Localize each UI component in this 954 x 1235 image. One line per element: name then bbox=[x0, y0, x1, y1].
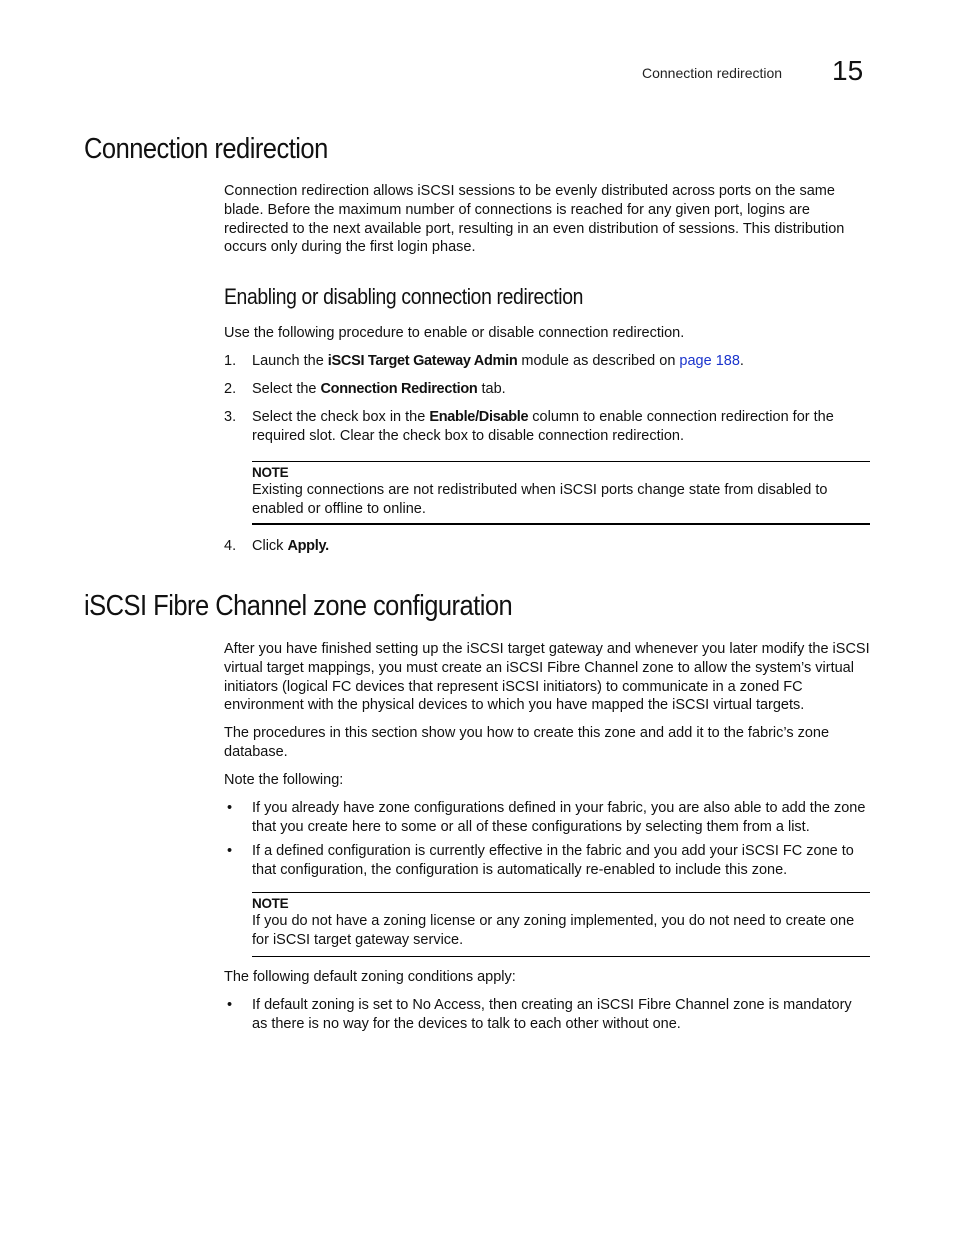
step-number: 3. bbox=[224, 409, 237, 425]
note-box-zoning bbox=[252, 892, 870, 957]
step-text-pre: Launch the bbox=[252, 353, 328, 369]
step-text bbox=[252, 537, 870, 556]
note-body: If you do not have a zoning license or any zoning implemented, you do not need to create one for iSCSI target gateway service. bbox=[252, 913, 855, 948]
ui-element-name: Apply. bbox=[287, 538, 329, 554]
ui-element-name: Enable/Disable bbox=[429, 409, 529, 425]
bullet-text: If you already have zone configurations defined in your fabric, you are also able to add the zone that you create here to some or all of these configurations by selecting them from a list. bbox=[252, 800, 866, 835]
step-text-pre: Select the check box in the bbox=[252, 409, 430, 425]
note-bottom-rule bbox=[252, 956, 870, 957]
note-title: NOTE bbox=[252, 465, 289, 480]
note-top-rule bbox=[252, 892, 870, 893]
step-number: 2. bbox=[224, 381, 237, 397]
step-text bbox=[252, 380, 870, 399]
step-text-pre: Click bbox=[252, 538, 288, 554]
procedure-lead: Use the following procedure to enable or disable connection redirection. bbox=[224, 325, 685, 341]
step-text-post: . bbox=[739, 353, 744, 369]
section-intro-paragraph: Connection redirection allows iSCSI sessions to be evenly distributed across ports on the same blade. Before the maximum number of connections is reached for any given port, logins are redirected to the next available port, resulting in an even distribution of sessions. This distribution occurs only during the first login phase. bbox=[224, 183, 845, 256]
page-reference-link[interactable]: page 188 bbox=[679, 353, 740, 369]
step-number: 1. bbox=[224, 353, 237, 369]
subsection-title: Enabling or disabling connection redirection bbox=[224, 284, 584, 309]
note-bottom-rule bbox=[252, 523, 870, 525]
note-title: NOTE bbox=[252, 896, 289, 911]
section-title-connection-redirection: Connection redirection bbox=[84, 133, 328, 165]
step-text bbox=[252, 408, 870, 446]
bullet-glyph: • bbox=[227, 997, 233, 1013]
step-text bbox=[252, 352, 870, 371]
step-text-pre: Select the bbox=[252, 381, 321, 397]
note-body: Existing connections are not redistributed when iSCSI ports change state from disabled to enabled or offline to online. bbox=[252, 482, 828, 517]
step-text-mid: module as described on bbox=[517, 353, 680, 369]
bullet-glyph: • bbox=[227, 843, 233, 859]
bullet-text: If default zoning is set to No Access, then creating an iSCSI Fibre Channel zone is mandatory as there is no way for the devices to talk to each other without one. bbox=[252, 997, 852, 1032]
ui-element-name: Connection Redirection bbox=[320, 381, 478, 397]
note-top-rule bbox=[252, 461, 870, 462]
note-box-redirection bbox=[252, 461, 870, 525]
bullet-glyph: • bbox=[227, 800, 233, 816]
step-number: 4. bbox=[224, 538, 237, 554]
zone-procedures-paragraph: The procedures in this section show you how to create this zone and add it to the fabric’s zone database. bbox=[224, 725, 830, 760]
ui-element-name: iSCSI Target Gateway Admin bbox=[327, 353, 518, 369]
chapter-number: 15 bbox=[832, 55, 864, 86]
running-header-section-label: Connection redirection bbox=[642, 65, 783, 81]
step-text-post: tab. bbox=[477, 381, 506, 397]
step-text-post: column to enable connection redirection for the required slot. Clear the check box to disable connection redirection. bbox=[252, 409, 834, 444]
bullet-text: If a defined configuration is currently effective in the fabric and you add your iSCSI FC zone to that configuration, the configuration is automatically re-enabled to include this zone. bbox=[252, 843, 854, 878]
note-following-paragraph: Note the following: bbox=[224, 772, 344, 788]
default-zoning-lead: The following default zoning conditions apply: bbox=[224, 969, 516, 985]
zone-intro-paragraph: After you have finished setting up the iSCSI target gateway and whenever you later modify the iSCSI virtual target mappings, you must create an iSCSI Fibre Channel zone to allow the system’s virtual initiators (logical FC devices that represent iSCSI initiators) to communicate in a zoned FC environment with the physical devices to which you have mapped the iSCSI virtual targets. bbox=[224, 641, 870, 714]
section-title-iscsi-fc-zone: iSCSI Fibre Channel zone configuration bbox=[84, 590, 513, 622]
